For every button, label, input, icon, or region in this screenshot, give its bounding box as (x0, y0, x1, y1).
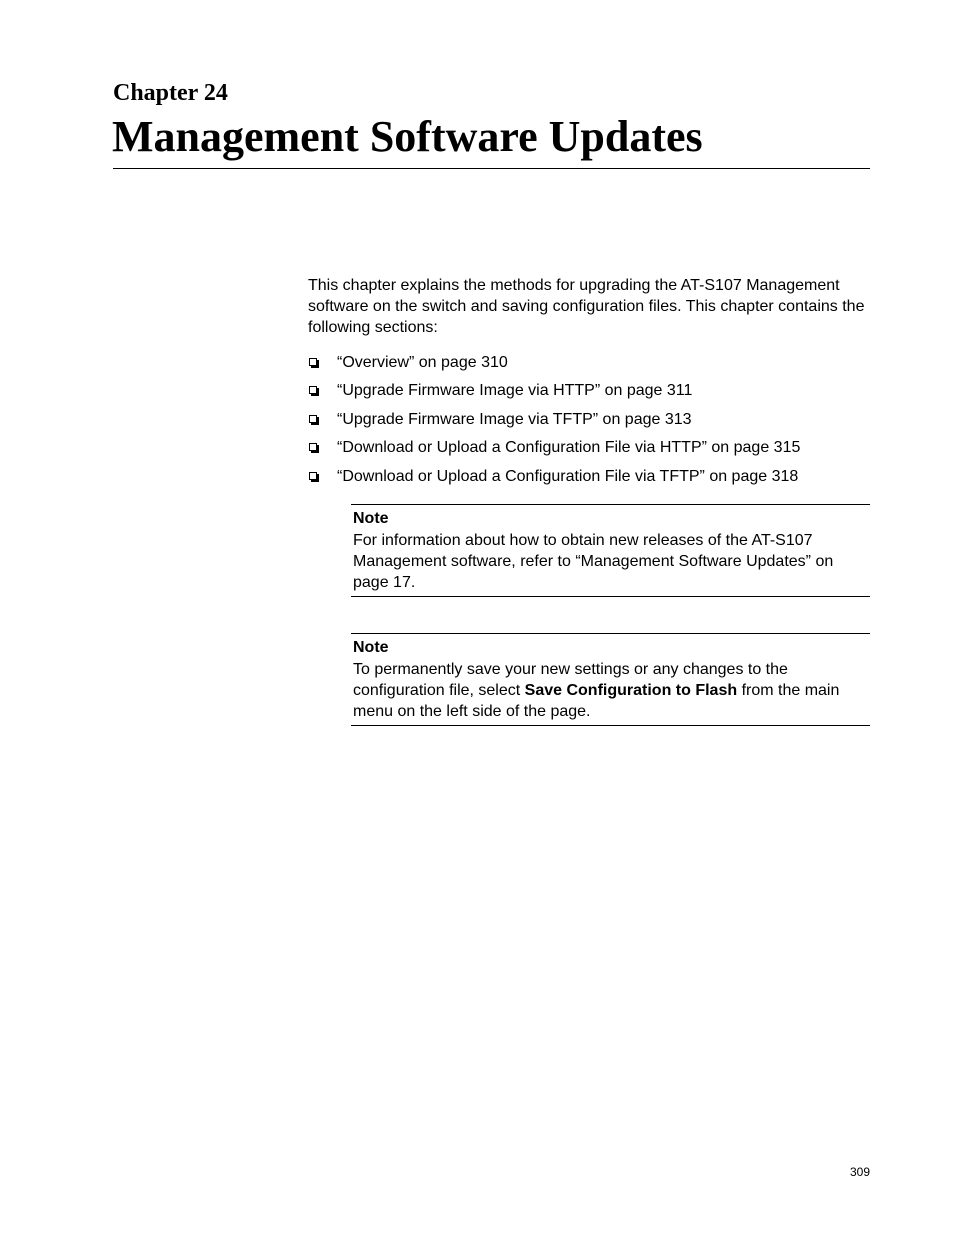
note-body-text: from the main menu on the left side of the page. (353, 682, 840, 720)
checkbox-icon (309, 358, 317, 366)
section-link[interactable]: “Upgrade Firmware Image via HTTP” on page 311 (337, 382, 693, 400)
section-link[interactable]: “Upgrade Firmware Image via TFTP” on page 313 (337, 410, 692, 428)
checkbox-icon (309, 472, 317, 480)
intro-paragraph: This chapter explains the methods for upgrading the AT-S107 Management software on the switch and saving configuration files. This chapter contains the following sections: (308, 277, 865, 336)
section-link[interactable]: “Download or Upload a Configuration File via HTTP” on page 315 (337, 439, 801, 457)
list-item[interactable] (308, 409, 870, 430)
checkbox-icon (309, 386, 317, 394)
section-list (308, 352, 870, 494)
checkbox-icon (309, 443, 317, 451)
section-link[interactable]: “Download or Upload a Configuration File via TFTP” on page 318 (337, 467, 799, 485)
note-body-text: To permanently save your new settings or any changes to the configuration file, select (353, 661, 788, 699)
title-divider (113, 168, 870, 169)
chapter-label: Chapter 24 (113, 80, 228, 106)
list-item[interactable] (308, 352, 870, 373)
note-box-obtain-releases (351, 504, 870, 597)
checkbox-icon (309, 415, 317, 423)
note-box-save-configuration (351, 633, 870, 726)
note-body: For information about how to obtain new releases of the AT-S107 Management software, refer to “Management Software Updates” on page 17. (353, 532, 834, 591)
list-item[interactable] (308, 437, 870, 458)
note-body (353, 659, 868, 722)
note-heading: Note (353, 510, 389, 527)
chapter-title: Management Software Updates (112, 112, 703, 161)
section-link[interactable]: “Overview” on page 310 (337, 354, 508, 371)
note-heading: Note (353, 639, 389, 656)
save-configuration-menu-reference: Save Configuration to Flash (524, 682, 738, 699)
list-item[interactable] (308, 466, 870, 487)
page-number: 309 (850, 1165, 871, 1179)
list-item[interactable] (308, 380, 870, 401)
